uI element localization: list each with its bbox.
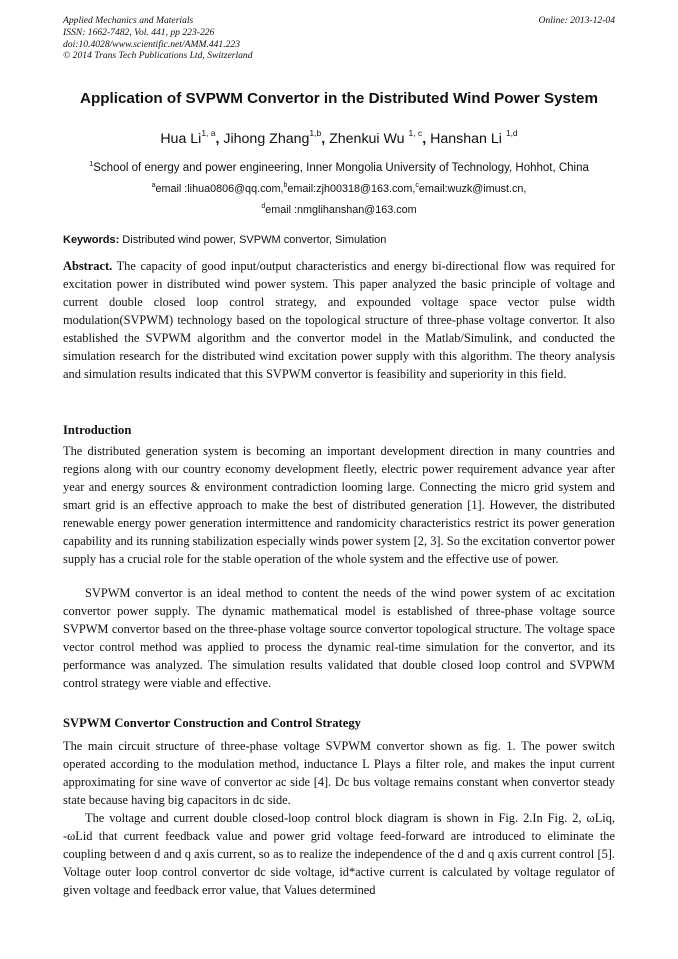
abstract-text: The capacity of good input/output characteristics and energy bi-directional flow was required for excitation power in distributed wind power system. This paper analyzed the basic principle of voltage and current double closed loop control strategy, and expounded voltage space vector pulse width modulation(SVPWM) technology based on the topological structure of three-phase voltage convertor. It also established the SVPWM algorithm and the convertor model in the Matlab/Simulink, and conducted the simulation research for the distributed wind excitation power supply with this algorithm. The theory analysis and simulation results indicated that this SVPWM convertor is feasibility and superiority in this field. xyxy=(63,259,615,381)
paper-title: Application of SVPWM Convertor in the Distributed Wind Power System xyxy=(80,90,598,107)
abstract xyxy=(63,258,615,384)
email-sup: d xyxy=(261,203,266,210)
author-sup: 1,d xyxy=(505,128,518,138)
author-list: Hua Li$^{1, a}$, Jihong Zhang$^{1,b}$, Zhenkui Wu $^{1, c}$, Hanshan Li $^{1,d}$ xyxy=(160,128,518,147)
email-address: email:wuzk@imust.cn, xyxy=(418,183,527,195)
keywords-label: Keywords: xyxy=(63,234,120,246)
email-block xyxy=(0,177,678,219)
author-name: Zhenkui Wu xyxy=(329,131,405,147)
keywords-text: Distributed wind power, SVPWM convertor, Simulation xyxy=(119,234,387,246)
affiliation xyxy=(0,159,678,174)
issn-line: ISSN: 1662-7482, Vol. 441, pp 223-226 xyxy=(63,26,215,38)
email-address: email :lihua0806@qq.com, xyxy=(155,183,284,195)
author-name: Jihong Zhang xyxy=(223,131,310,147)
doi-line: doi:10.4028/www.scientific.net/AMM.441.223 xyxy=(63,38,241,50)
email-sup: a xyxy=(151,182,156,189)
author-name: Hanshan Li xyxy=(430,131,502,147)
author-sup: 1,b xyxy=(309,128,322,138)
author-sup: 1, c xyxy=(408,128,423,138)
email-address: email :nmglihanshan@163.com xyxy=(265,204,417,216)
page-header xyxy=(63,15,615,62)
section-paragraph-2: The voltage and current double closed-loop control block diagram is shown in Fig. 2.In Fig. 2, ωLiq, -ωLid that current feedback value and power grid voltage feed-forward are introduced to eliminate the coupling between d and q axis current, so as to realize the independence of the d and q axis current control [5]. Voltage outer loop control convertor dc side voltage, id*active current is calculated by voltage regulator of given voltage and feedback error value, that Values determined xyxy=(63,811,615,897)
author-sup: 1, a xyxy=(201,128,216,138)
affiliation-text: School of energy and power engineering, Inner Mongolia University of Technology, Hohhot, China xyxy=(93,162,589,174)
author-name: Hua Li xyxy=(160,131,202,147)
copyright-line: © 2014 Trans Tech Publications Ltd, Switzerland xyxy=(63,50,253,62)
email-address: email:zjh00318@163.com, xyxy=(287,183,416,195)
introduction-heading: Introduction xyxy=(63,423,132,437)
section-paragraph-1: The main circuit structure of three-phase voltage SVPWM convertor shown as fig. 1. The power switch operated according to the modulation method, inductance L Plays a filter role, and makes the input current approximating for sine wave of convertor ac side [4]. Dc bus voltage remains constant when convertor steady state because having big capacitors in dc side. xyxy=(63,739,615,807)
abstract-label: Abstract. xyxy=(63,259,113,273)
keywords xyxy=(63,234,615,246)
journal-name: Applied Mechanics and Materials xyxy=(63,15,194,26)
email-sup: c xyxy=(415,182,419,189)
section-heading-svpwm: SVPWM Convertor Construction and Control Strategy xyxy=(63,716,361,730)
affiliation-sup: 1 xyxy=(89,159,94,168)
introduction-paragraph-1: The distributed generation system is becoming an important development direction in many countries and regions along with our country economy development fleetly, electric power requirement advance year after year and energy sources & environment contradiction looming large. Connecting the micro grid system and smart grid is an effective approach to make the best of distributed generation [1]. However, the distributed renewable energy power generation intermittence and randomicity characteristics restrict its power generation capability and its running stabilization especially winds power system [2, 3]. So the excitation convertor power supply has a crucial role for the stable operation of the whole system and the effective use of power. xyxy=(63,444,615,566)
email-sup: b xyxy=(283,182,288,189)
introduction-paragraph-2: SVPWM convertor is an ideal method to content the needs of the wind power system of ac excitation convertor power supply. The dynamic mathematical model is established of three-phase voltage source SVPWM convertor based on the three-phase voltage source convertor topological structure. The voltage space vector control method was applied to process the dynamic real-time simulation for the convertor, and its performance was analyzed. The simulation results validated that double closed loop control and SVPWM control strategy were viable and effective. xyxy=(63,586,615,690)
online-date: Online: 2013-12-04 xyxy=(538,15,615,26)
